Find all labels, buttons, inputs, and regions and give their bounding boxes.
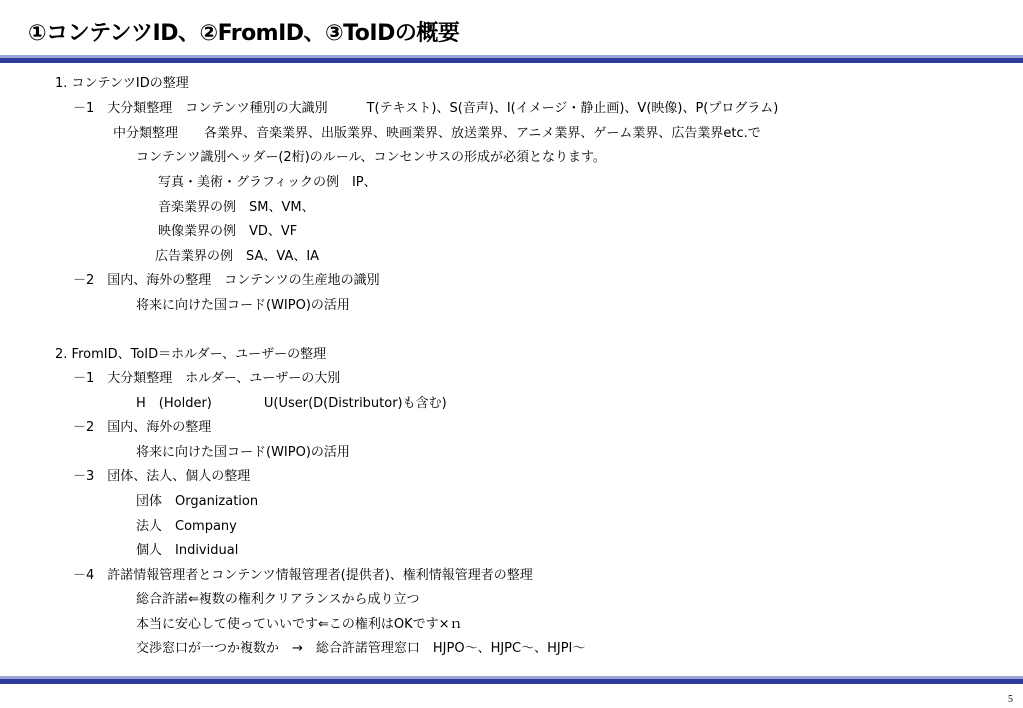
entity-company: 法人 Company <box>136 519 237 534</box>
comprehensive-license-note: 総合許諾⇐複数の権利クリアランスから成り立つ <box>136 592 420 607</box>
title-divider-dark <box>0 58 1023 63</box>
example-advertising: 広告業界の例 SA、VA、IA <box>155 249 320 264</box>
footer-divider-dark <box>0 679 1023 684</box>
section-2-4-info-managers: －4 許諾情報管理者とコンテンツ情報管理者(提供者)、権利情報管理者の整理 <box>73 568 533 583</box>
section-2-2-country-code: 将来に向けた国コード(WIPO)の活用 <box>136 445 350 460</box>
section-1-heading: 1. コンテンツIDの整理 <box>55 76 189 91</box>
section-1-1-header-rule-note: コンテンツ識別ヘッダー(2桁)のルール、コンセンサスの形成が必須となります。 <box>136 150 606 165</box>
safe-to-use-note: 本当に安心して使っていいです⇐この権利はOKです×ｎ <box>136 617 463 632</box>
example-music: 音楽業界の例 SM、VM、 <box>158 200 315 215</box>
page-title: ①コンテンツID、②FromID、③ToIDの概要 <box>28 21 460 46</box>
example-video: 映像業界の例 VD、VF <box>158 224 298 239</box>
section-1-1-major-classification: －1 大分類整理 コンテンツ種別の大識別 T(テキスト)、S(音声)、I(イメージ・静止画)、V(映像)、P(プログラム) <box>73 101 779 116</box>
section-2-1-holder-user: H (Holder) U(User(D(Distributor)も含む) <box>136 396 447 411</box>
negotiation-window-note: 交渉窓口が一つか複数か → 総合許諾管理窓口 HJPO～、HJPC～、HJPI～ <box>136 641 586 656</box>
entity-organization: 団体 Organization <box>136 494 259 509</box>
section-1-2-country-code: 将来に向けた国コード(WIPO)の活用 <box>136 298 350 313</box>
section-1-1-middle-classification: 中分類整理 各業界、音楽業界、出版業界、映画業界、放送業界、アニメ業界、ゲーム業界、広告業界etc.で <box>113 126 761 141</box>
page-number: 5 <box>1008 694 1013 705</box>
section-2-1-major-classification: －1 大分類整理 ホルダー、ユーザーの大別 <box>73 371 341 386</box>
section-2-2-domestic-overseas: －2 国内、海外の整理 <box>73 420 212 435</box>
section-2-3-entity-types: －3 団体、法人、個人の整理 <box>73 469 251 484</box>
example-photo-art: 写真・美術・グラフィックの例 IP、 <box>158 175 377 190</box>
section-1-2-domestic-overseas: －2 国内、海外の整理 コンテンツの生産地の識別 <box>73 273 380 288</box>
section-2-heading: 2. FromID、ToID＝ホルダー、ユーザーの整理 <box>55 347 327 362</box>
entity-individual: 個人 Individual <box>136 543 239 558</box>
